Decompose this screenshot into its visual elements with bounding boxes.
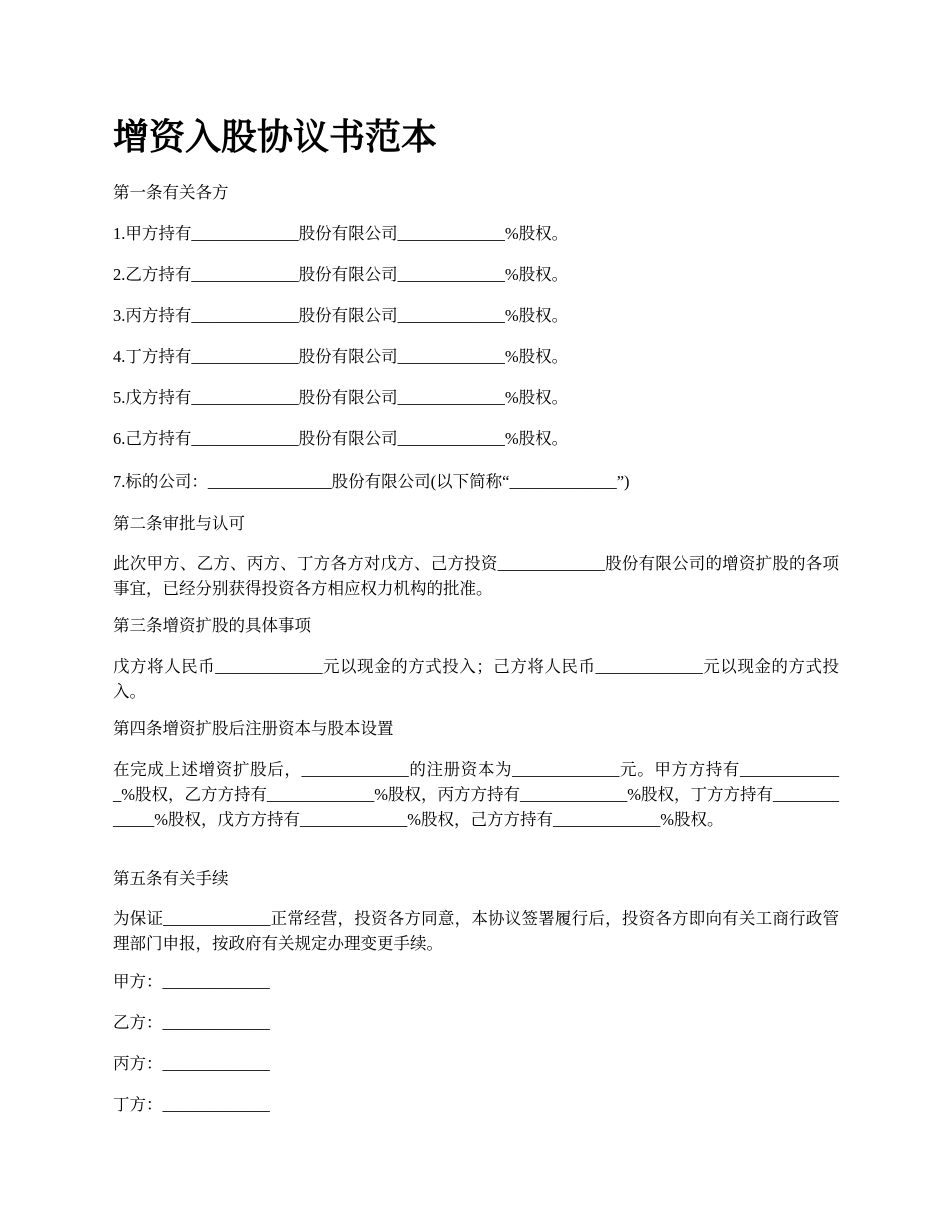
section-1-heading: 第一条有关各方 — [113, 183, 229, 202]
signature-party-a: 甲方：_____________ — [113, 972, 270, 991]
section-2-heading: 第二条审批与认可 — [113, 514, 245, 533]
section-3-heading: 第三条增资扩股的具体事项 — [113, 616, 311, 635]
section-4-heading: 第四条增资扩股后注册资本与股本设置 — [113, 719, 394, 738]
section-3-body: 戊方将人民币_____________元以现金的方式投入；己方将人民币_____________元以现金的方式投入。 — [113, 657, 839, 701]
party-f-holding-line: 6.己方持有_____________股份有限公司_____________%股权。 — [113, 429, 569, 448]
party-a-holding-line: 1.甲方持有_____________股份有限公司_____________%股权。 — [113, 224, 569, 243]
party-d-holding-line: 4.丁方持有_____________股份有限公司_____________%股权。 — [113, 347, 569, 366]
party-b-holding-line: 2.乙方持有_____________股份有限公司_____________%股权。 — [113, 265, 569, 284]
document-title: 增资入股协议书范本 — [113, 117, 438, 157]
section-5-body: 为保证_____________正常经营，投资各方同意，本协议签署履行后，投资各方即向有关工商行政管理部门申报，按政府有关规定办理变更手续。 — [113, 909, 839, 953]
target-company-line: 7.标的公司：_______________股份有限公司(以下简称“_____________”) — [113, 472, 630, 491]
party-c-holding-line: 3.丙方持有_____________股份有限公司_____________%股权。 — [113, 306, 569, 325]
signature-party-c: 丙方：_____________ — [113, 1054, 270, 1073]
section-5-heading: 第五条有关手续 — [113, 869, 229, 888]
section-2-body: 此次甲方、乙方、丙方、丁方各方对戊方、己方投资_____________股份有限公司的增资扩股的各项事宜，已经分别获得投资各方相应权力机构的批准。 — [113, 554, 839, 598]
party-e-holding-line: 5.戊方持有_____________股份有限公司_____________%股权。 — [113, 388, 569, 407]
signature-party-d: 丁方：_____________ — [113, 1095, 270, 1114]
signature-party-b: 乙方：_____________ — [113, 1013, 270, 1032]
section-4-body: 在完成上述增资扩股后，_____________的注册资本为_____________元。甲方方持有_____________%股权，乙方方持有_____________%股权，丙方方持有_____________%股权，丁方方持有_____________%股权，戊方方持有_____________%股权，己方方持有_____________%股权。 — [113, 760, 839, 829]
